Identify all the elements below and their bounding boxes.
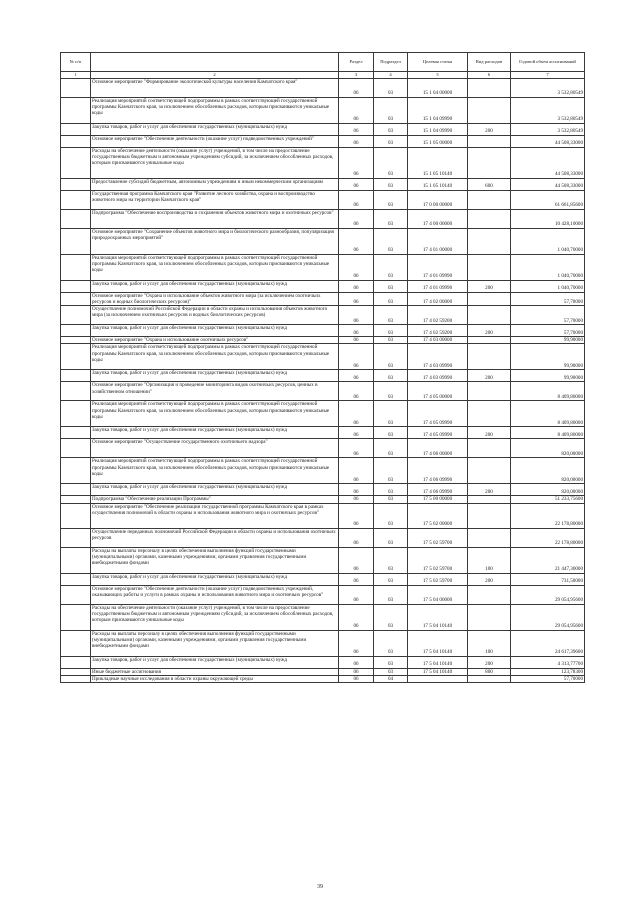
- header-subsection: Подраздел: [374, 53, 408, 72]
- row-subsection: 03: [374, 306, 408, 325]
- table-row: [61, 123, 585, 135]
- row-amount: 99,90000: [511, 337, 585, 344]
- table-row: [61, 325, 585, 337]
- row-section: 06: [339, 190, 374, 209]
- row-number: [61, 573, 91, 585]
- column-number: 6: [468, 72, 511, 79]
- row-name: Расходы на выплаты персоналу в целях обеспечения выполнения функций государственными (муниципальными) органами, казенными учреждениями, органами управления государственными внебюджетными фондами: [91, 547, 339, 573]
- row-number: [61, 325, 91, 337]
- row-number: [61, 280, 91, 292]
- row-target-article: 17 5 04 10140: [408, 630, 468, 656]
- row-name: Закупка товаров, работ и услуг для обеспечения государственных (муниципальных) нужд: [91, 280, 339, 292]
- row-expense-type: [468, 78, 511, 97]
- row-name: Закупка товаров, работ и услуг для обеспечения государственных (муниципальных) нужд: [91, 370, 339, 382]
- row-target-article: 17 4 06 00000: [408, 439, 468, 458]
- row-name: Расходы на обеспечение деятельности (оказание услуг) учреждений, в том числе на предоставление государственным бюджетным и автономным учреждениям субсидий, за исключением обособленных расходов, которым присваиваются уникальные коды: [91, 147, 339, 178]
- row-amount: 8 409,80000: [511, 382, 585, 401]
- row-number: [61, 209, 91, 228]
- table-row: [61, 604, 585, 630]
- row-number: [61, 135, 91, 147]
- row-expense-type: 600: [468, 178, 511, 190]
- row-name: Осуществление полномочий Российской Федерации в области охраны и использования объектов животного мира (за исключением охотничьих ресурсов и водных биологических ресурсов): [91, 306, 339, 325]
- row-section: 06: [339, 123, 374, 135]
- row-expense-type: [468, 97, 511, 123]
- row-name: Государственная программа Камчатского края "Развитие лесного хозяйства, охрана и воспроизводство животного мира на территории Камчатского края": [91, 190, 339, 209]
- row-target-article: 15 1 04 09990: [408, 123, 468, 135]
- row-number: [61, 382, 91, 401]
- row-amount: 1 040,70000: [511, 280, 585, 292]
- row-name: Реализация мероприятий соответствующей подпрограммы в рамках соответствующей государственной программы Камчатского края, за исключением обособленных расходов, которым присваиваются уникальные коды: [91, 401, 339, 427]
- row-subsection: 03: [374, 439, 408, 458]
- row-amount: 123,78300: [511, 668, 585, 675]
- row-name: Иные бюджетные ассигнования: [91, 668, 339, 675]
- row-section: 06: [339, 178, 374, 190]
- row-number: [61, 228, 91, 254]
- row-amount: 44 508,33000: [511, 135, 585, 147]
- row-subsection: 03: [374, 78, 408, 97]
- row-amount: 44 508,33000: [511, 147, 585, 178]
- row-name: Основное мероприятие "Охрана и использование объектов животного мира (за исключением охотничьих ресурсов и водных биологических ресурсов)": [91, 292, 339, 306]
- row-subsection: 03: [374, 484, 408, 496]
- row-subsection: 04: [374, 676, 408, 683]
- table-row: [61, 147, 585, 178]
- row-subsection: 03: [374, 503, 408, 528]
- row-target-article: 17 4 00 00000: [408, 209, 468, 228]
- header-expense-type: Вид расходов: [468, 53, 511, 72]
- row-section: 06: [339, 292, 374, 306]
- row-section: 06: [339, 147, 374, 178]
- row-section: 06: [339, 382, 374, 401]
- row-expense-type: [468, 676, 511, 683]
- row-amount: 3 532,80549: [511, 123, 585, 135]
- row-subsection: 03: [374, 135, 408, 147]
- row-section: 06: [339, 135, 374, 147]
- row-section: 06: [339, 370, 374, 382]
- column-number: 2: [91, 72, 339, 79]
- row-subsection: 03: [374, 496, 408, 503]
- row-target-article: 15 1 05 00000: [408, 135, 468, 147]
- row-expense-type: [468, 604, 511, 630]
- row-expense-type: 200: [468, 325, 511, 337]
- row-name: Основное мероприятие "Охрана и использование охотничьих ресурсов": [91, 337, 339, 344]
- row-name: Закупка товаров, работ и услуг для обеспечения государственных (муниципальных) нужд: [91, 325, 339, 337]
- row-name: Основное мероприятие "Организация и проведение мониторинга видов охотничьих ресурсов, ценных в хозяйственном отношении": [91, 382, 339, 401]
- table-row: [61, 676, 585, 683]
- row-number: [61, 337, 91, 344]
- row-target-article: 17 4 01 00000: [408, 228, 468, 254]
- row-amount: 22 178,80000: [511, 503, 585, 528]
- column-number-row: [61, 72, 585, 79]
- row-amount: 4 313,77700: [511, 656, 585, 668]
- row-section: 06: [339, 344, 374, 370]
- row-number: [61, 676, 91, 683]
- row-subsection: 03: [374, 401, 408, 427]
- row-amount: 1 040,70000: [511, 254, 585, 280]
- row-section: 06: [339, 306, 374, 325]
- row-amount: 3 532,80549: [511, 97, 585, 123]
- row-target-article: 17 4 05 09990: [408, 427, 468, 439]
- row-expense-type: [468, 135, 511, 147]
- row-expense-type: 200: [468, 656, 511, 668]
- row-target-article: 17 4 06 09990: [408, 484, 468, 496]
- row-expense-type: [468, 528, 511, 547]
- row-amount: 820,00000: [511, 439, 585, 458]
- row-target-article: 17 4 03 09990: [408, 344, 468, 370]
- row-amount: 22 178,80000: [511, 528, 585, 547]
- table-row: [61, 228, 585, 254]
- row-target-article: 17 5 04 10140: [408, 604, 468, 630]
- row-number: [61, 401, 91, 427]
- row-expense-type: 100: [468, 630, 511, 656]
- row-target-article: 17 5 04 10140: [408, 668, 468, 675]
- row-target-article: 15 1 05 10140: [408, 147, 468, 178]
- row-name: Закупка товаров, работ и услуг для обеспечения государственных (муниципальных) нужд: [91, 573, 339, 585]
- column-number: 1: [61, 72, 91, 79]
- row-target-article: 17 4 01 09990: [408, 254, 468, 280]
- row-subsection: 03: [374, 123, 408, 135]
- table-row: [61, 401, 585, 427]
- row-subsection: 03: [374, 292, 408, 306]
- budget-sheet: [60, 52, 584, 683]
- row-number: [61, 97, 91, 123]
- row-section: 06: [339, 209, 374, 228]
- table-row: [61, 306, 585, 325]
- row-name: Осуществление переданных полномочий Российской Федерации в области охраны и использования охотничьих ресурсов: [91, 528, 339, 547]
- budget-table: [60, 52, 585, 683]
- table-row: [61, 427, 585, 439]
- row-section: 06: [339, 228, 374, 254]
- row-name: Реализация мероприятий соответствующей подпрограммы в рамках соответствующей государственной программы Камчатского края, за исключением обособленных расходов, которым присваиваются уникальные коды: [91, 458, 339, 484]
- table-row: [61, 78, 585, 97]
- row-target-article: 17 4 05 09990: [408, 401, 468, 427]
- table-row: [61, 528, 585, 547]
- row-amount: 51 233,75600: [511, 496, 585, 503]
- row-target-article: 17 5 02 59700: [408, 547, 468, 573]
- row-target-article: 17 4 06 09990: [408, 458, 468, 484]
- row-expense-type: [468, 228, 511, 254]
- row-amount: 61 661,85600: [511, 190, 585, 209]
- row-subsection: 03: [374, 97, 408, 123]
- table-row: [61, 573, 585, 585]
- table-row: [61, 292, 585, 306]
- table-row: [61, 178, 585, 190]
- row-name: Реализация мероприятий соответствующей подпрограммы в рамках соответствующей государственной программы Камчатского края, за исключением обособленных расходов, которым присваиваются уникальные коды: [91, 344, 339, 370]
- header-target-article: Целевая статья: [408, 53, 468, 72]
- row-subsection: 03: [374, 458, 408, 484]
- row-subsection: 03: [374, 254, 408, 280]
- table-row: [61, 656, 585, 668]
- row-expense-type: [468, 147, 511, 178]
- row-subsection: 03: [374, 190, 408, 209]
- row-expense-type: [468, 439, 511, 458]
- row-number: [61, 439, 91, 458]
- row-expense-type: [468, 254, 511, 280]
- table-row: [61, 254, 585, 280]
- row-target-article: 17 5 04 10140: [408, 656, 468, 668]
- header-name: [91, 53, 339, 72]
- row-amount: 99,90000: [511, 370, 585, 382]
- row-subsection: 03: [374, 325, 408, 337]
- page-number: 39: [317, 884, 323, 890]
- row-amount: 57,70000: [511, 676, 585, 683]
- row-name: Основное мероприятие "Обеспечение деятельности (оказание услуг) подведомственных учреждений, оказывающих работы и услуги в рамках охраны и использования животного мира и охотничьих ресурсов": [91, 585, 339, 604]
- row-target-article: 15 1 04 09990: [408, 97, 468, 123]
- header-no: № п/п: [61, 53, 91, 72]
- row-number: [61, 547, 91, 573]
- row-amount: 57,70000: [511, 325, 585, 337]
- row-expense-type: [468, 337, 511, 344]
- row-amount: 44 508,33000: [511, 178, 585, 190]
- table-row: [61, 503, 585, 528]
- table-row: [61, 370, 585, 382]
- row-expense-type: 200: [468, 123, 511, 135]
- row-subsection: 03: [374, 178, 408, 190]
- row-amount: 99,90000: [511, 344, 585, 370]
- row-number: [61, 630, 91, 656]
- row-expense-type: [468, 496, 511, 503]
- row-amount: 10 428,10000: [511, 209, 585, 228]
- row-number: [61, 458, 91, 484]
- row-expense-type: 200: [468, 280, 511, 292]
- row-target-article: 17 4 02 59200: [408, 306, 468, 325]
- row-expense-type: [468, 190, 511, 209]
- table-row: [61, 630, 585, 656]
- row-subsection: 03: [374, 547, 408, 573]
- row-number: [61, 78, 91, 97]
- row-name: Основное мероприятие "Обеспечение деятельности (оказание услуг) подведомственных учреждений": [91, 135, 339, 147]
- row-target-article: [408, 676, 468, 683]
- column-number: 5: [408, 72, 468, 79]
- table-row: [61, 547, 585, 573]
- row-number: [61, 668, 91, 675]
- row-target-article: 17 4 03 00000: [408, 337, 468, 344]
- row-subsection: 03: [374, 656, 408, 668]
- row-section: 06: [339, 503, 374, 528]
- row-section: 06: [339, 656, 374, 668]
- row-expense-type: [468, 382, 511, 401]
- row-amount: 57,70000: [511, 292, 585, 306]
- row-number: [61, 344, 91, 370]
- row-section: 06: [339, 630, 374, 656]
- row-expense-type: [468, 401, 511, 427]
- header-section: Раздел: [339, 53, 374, 72]
- row-name: Прикладные научные исследования в области охраны окружающей среды: [91, 676, 339, 683]
- row-section: 06: [339, 325, 374, 337]
- table-row: [61, 97, 585, 123]
- row-name: Расходы на обеспечение деятельности (оказание услуг) учреждений, в том числе на предоставление государственным бюджетным и автономным учреждениям субсидий, за исключением обособленных расходов, которым присваиваются уникальные коды: [91, 604, 339, 630]
- row-name: Основное мероприятие "Осуществление государственного охотничьего надзора": [91, 439, 339, 458]
- row-number: [61, 604, 91, 630]
- row-number: [61, 370, 91, 382]
- row-amount: 731,50000: [511, 573, 585, 585]
- row-number: [61, 292, 91, 306]
- row-subsection: 03: [374, 585, 408, 604]
- row-name: Закупка товаров, работ и услуг для обеспечения государственных (муниципальных) нужд: [91, 427, 339, 439]
- row-expense-type: 200: [468, 370, 511, 382]
- row-expense-type: [468, 503, 511, 528]
- row-name: Основное мероприятие "Обеспечение реализации государственной программы Камчатского края в рамках осуществления полномочий в области охраны и использования животного мира и охотничьих ресурсов": [91, 503, 339, 528]
- row-expense-type: [468, 209, 511, 228]
- row-subsection: 03: [374, 280, 408, 292]
- row-target-article: 17 5 02 00000: [408, 503, 468, 528]
- row-subsection: 03: [374, 668, 408, 675]
- row-number: [61, 306, 91, 325]
- row-expense-type: [468, 344, 511, 370]
- row-expense-type: [468, 585, 511, 604]
- row-section: 06: [339, 668, 374, 675]
- row-number: [61, 484, 91, 496]
- row-expense-type: 200: [468, 573, 511, 585]
- row-amount: 8 409,80000: [511, 427, 585, 439]
- row-amount: 8 409,80000: [511, 401, 585, 427]
- row-amount: 57,70000: [511, 306, 585, 325]
- row-expense-type: [468, 458, 511, 484]
- row-subsection: 03: [374, 528, 408, 547]
- row-amount: 820,00000: [511, 484, 585, 496]
- table-row: [61, 458, 585, 484]
- table-row: [61, 135, 585, 147]
- row-number: [61, 123, 91, 135]
- row-subsection: 03: [374, 573, 408, 585]
- row-amount: 29 054,95600: [511, 604, 585, 630]
- table-row: [61, 209, 585, 228]
- row-subsection: 03: [374, 370, 408, 382]
- row-section: 06: [339, 280, 374, 292]
- row-number: [61, 528, 91, 547]
- row-name: Основное мероприятие "Сохранение объектов животного мира и биологического разнообразия, популяризация природоохранных мероприятий": [91, 228, 339, 254]
- table-row: [61, 280, 585, 292]
- row-subsection: 03: [374, 228, 408, 254]
- table-row: [61, 382, 585, 401]
- row-section: 06: [339, 97, 374, 123]
- table-row: [61, 190, 585, 209]
- row-subsection: 03: [374, 630, 408, 656]
- row-target-article: 17 5 02 59700: [408, 573, 468, 585]
- column-number: 7: [511, 72, 585, 79]
- row-section: 06: [339, 604, 374, 630]
- row-section: 06: [339, 401, 374, 427]
- row-number: [61, 427, 91, 439]
- row-section: 06: [339, 254, 374, 280]
- table-row: [61, 337, 585, 344]
- row-expense-type: 800: [468, 668, 511, 675]
- row-expense-type: 100: [468, 547, 511, 573]
- row-section: 06: [339, 528, 374, 547]
- column-number: 4: [374, 72, 408, 79]
- row-target-article: 17 5 04 00000: [408, 585, 468, 604]
- row-section: 06: [339, 585, 374, 604]
- row-subsection: 03: [374, 209, 408, 228]
- row-section: 06: [339, 337, 374, 344]
- column-number: 3: [339, 72, 374, 79]
- row-target-article: 17 5 02 59700: [408, 528, 468, 547]
- row-number: [61, 254, 91, 280]
- row-target-article: 15 1 04 00000: [408, 78, 468, 97]
- row-amount: 29 054,95600: [511, 585, 585, 604]
- row-section: 06: [339, 676, 374, 683]
- row-name: Закупка товаров, работ и услуг для обеспечения государственных (муниципальных) нужд: [91, 123, 339, 135]
- row-section: 06: [339, 484, 374, 496]
- row-name: Основное мероприятие "Формирование экологической культуры населения Камчатского края": [91, 78, 339, 97]
- table-header: [61, 53, 585, 79]
- row-name: Предоставление субсидий бюджетным, автономным учреждениям и иным некоммерческим организациям: [91, 178, 339, 190]
- row-section: 06: [339, 547, 374, 573]
- row-section: 06: [339, 573, 374, 585]
- row-number: [61, 503, 91, 528]
- row-target-article: 17 4 03 09990: [408, 370, 468, 382]
- row-expense-type: [468, 292, 511, 306]
- table-row: [61, 668, 585, 675]
- row-section: 06: [339, 427, 374, 439]
- row-target-article: 17 5 00 00000: [408, 496, 468, 503]
- header-amount: Годовой объем ассигнований: [511, 53, 585, 72]
- row-target-article: 17 4 02 59200: [408, 325, 468, 337]
- table-row: [61, 344, 585, 370]
- row-name: Закупка товаров, работ и услуг для обеспечения государственных (муниципальных) нужд: [91, 656, 339, 668]
- row-name: Реализация мероприятий соответствующей подпрограммы в рамках соответствующей государственной программы Камчатского края, за исключением обособленных расходов, которым присваиваются уникальные коды: [91, 97, 339, 123]
- row-subsection: 03: [374, 337, 408, 344]
- row-section: 06: [339, 458, 374, 484]
- row-amount: 1 040,70000: [511, 228, 585, 254]
- row-expense-type: 200: [468, 484, 511, 496]
- row-subsection: 03: [374, 147, 408, 178]
- row-subsection: 03: [374, 604, 408, 630]
- row-name: Реализация мероприятий соответствующей подпрограммы в рамках соответствующей государственной программы Камчатского края, за исключением обособленных расходов, которым присваиваются уникальные коды: [91, 254, 339, 280]
- row-expense-type: 200: [468, 427, 511, 439]
- row-number: [61, 147, 91, 178]
- row-name: Закупка товаров, работ и услуг для обеспечения государственных (муниципальных) нужд: [91, 484, 339, 496]
- row-amount: 820,00000: [511, 458, 585, 484]
- row-section: 06: [339, 439, 374, 458]
- row-name: Подпрограмма "Обеспечение реализации Программы": [91, 496, 339, 503]
- row-target-article: 15 1 05 10140: [408, 178, 468, 190]
- row-target-article: 17 0 00 00000: [408, 190, 468, 209]
- table-row: [61, 585, 585, 604]
- row-subsection: 03: [374, 382, 408, 401]
- header-row: [61, 53, 585, 72]
- row-name: Подпрограмма "Обеспечение воспроизводства и сохранения объектов животного мира и охотничьих ресурсов": [91, 209, 339, 228]
- row-section: 06: [339, 496, 374, 503]
- row-amount: 24 617,39600: [511, 630, 585, 656]
- row-number: [61, 656, 91, 668]
- row-number: [61, 178, 91, 190]
- row-expense-type: [468, 306, 511, 325]
- table-body: [61, 78, 585, 683]
- row-amount: 3 532,80549: [511, 78, 585, 97]
- table-row: [61, 439, 585, 458]
- row-amount: 21 447,30000: [511, 547, 585, 573]
- row-number: [61, 496, 91, 503]
- row-target-article: 17 4 05 00000: [408, 382, 468, 401]
- row-target-article: 17 4 02 00000: [408, 292, 468, 306]
- row-target-article: 17 4 01 09990: [408, 280, 468, 292]
- row-number: [61, 190, 91, 209]
- table-row: [61, 484, 585, 496]
- row-subsection: 03: [374, 427, 408, 439]
- row-section: 06: [339, 78, 374, 97]
- row-number: [61, 585, 91, 604]
- table-row: [61, 496, 585, 503]
- row-name: Расходы на выплаты персоналу в целях обеспечения выполнения функций государственными (муниципальными) органами, казенными учреждениями, органами управления государственными внебюджетными фондами: [91, 630, 339, 656]
- row-subsection: 03: [374, 344, 408, 370]
